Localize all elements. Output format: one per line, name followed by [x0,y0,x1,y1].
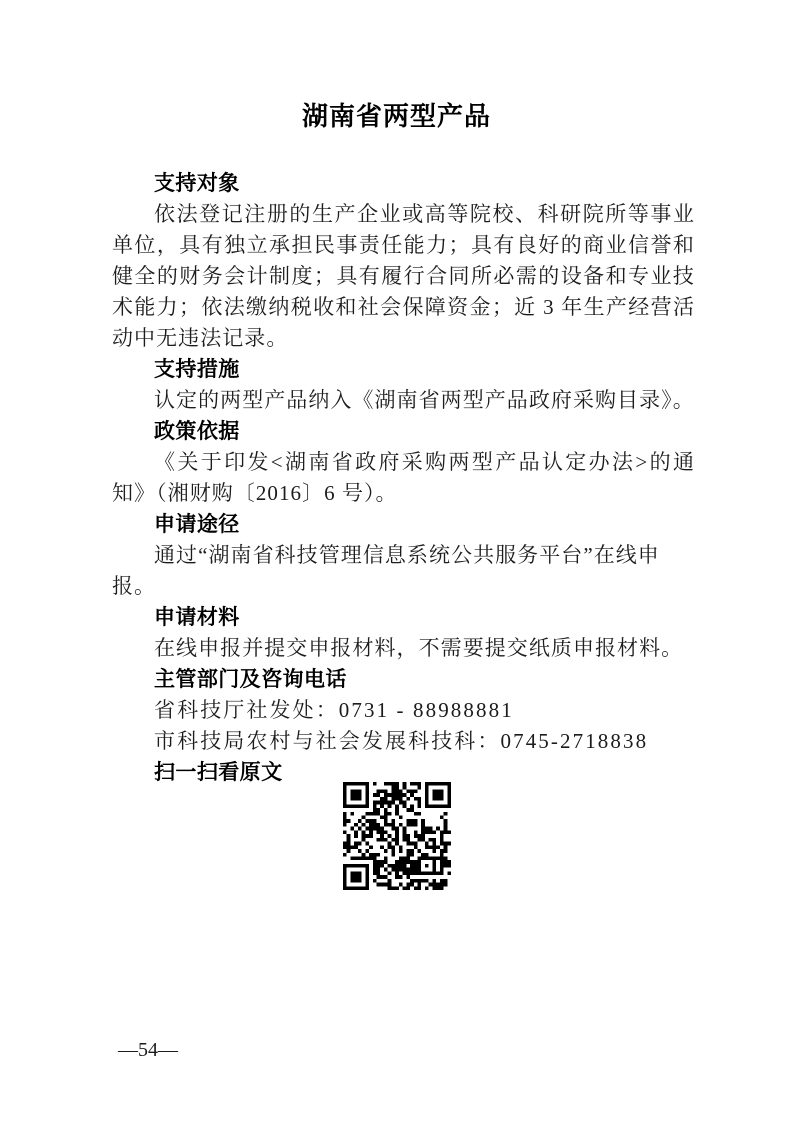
section-heading-policy-basis: 政策依据 [154,420,240,443]
phone-line-municipal: 市科技局农村与社会发展科技科：0745-2718838 [154,729,649,753]
page-number: —54— [118,1039,178,1061]
paragraph-application-channel: 通过“湖南省科技管理信息系统公共服务平台”在线申报。 [112,543,660,598]
paragraph-support-target: 依法登记注册的生产企业或高等院校、科研院所等事业单位，具有独立承担民事责任能力；具有良好的商业信誉和健全的财务会计制度；具有履行合同所必需的设备和专业技术能力；依法缴纳税收和社会保障资金；近 3 年生产经营活动中无违法记录。 [112,202,695,350]
phone-line-provincial: 省科技厅社发处：0731 - 88988881 [154,698,514,722]
section-heading-support-target: 支持对象 [154,172,240,195]
paragraph-policy-basis: 《关于印发<湖南省政府采购两型产品认定办法>的通知》（湘财购〔2016〕6 号）。 [112,450,695,505]
paragraph-application-materials: 在线申报并提交申报材料，不需要提交纸质申报材料。 [154,636,684,660]
section-heading-application-materials: 申请材料 [154,606,240,629]
section-heading-scan-original: 扫一扫看原文 [154,761,283,784]
qr-code [343,782,451,890]
section-heading-application-channel: 申请途径 [154,513,240,536]
qr-code-image [343,782,451,890]
page-title: 湖南省两型产品 [301,102,491,131]
paragraph-support-measures: 认定的两型产品纳入《湖南省两型产品政府采购目录》。 [154,388,695,412]
section-heading-support-measures: 支持措施 [154,358,240,381]
section-heading-department-contact: 主管部门及咨询电话 [154,668,347,691]
document-body [112,168,695,890]
